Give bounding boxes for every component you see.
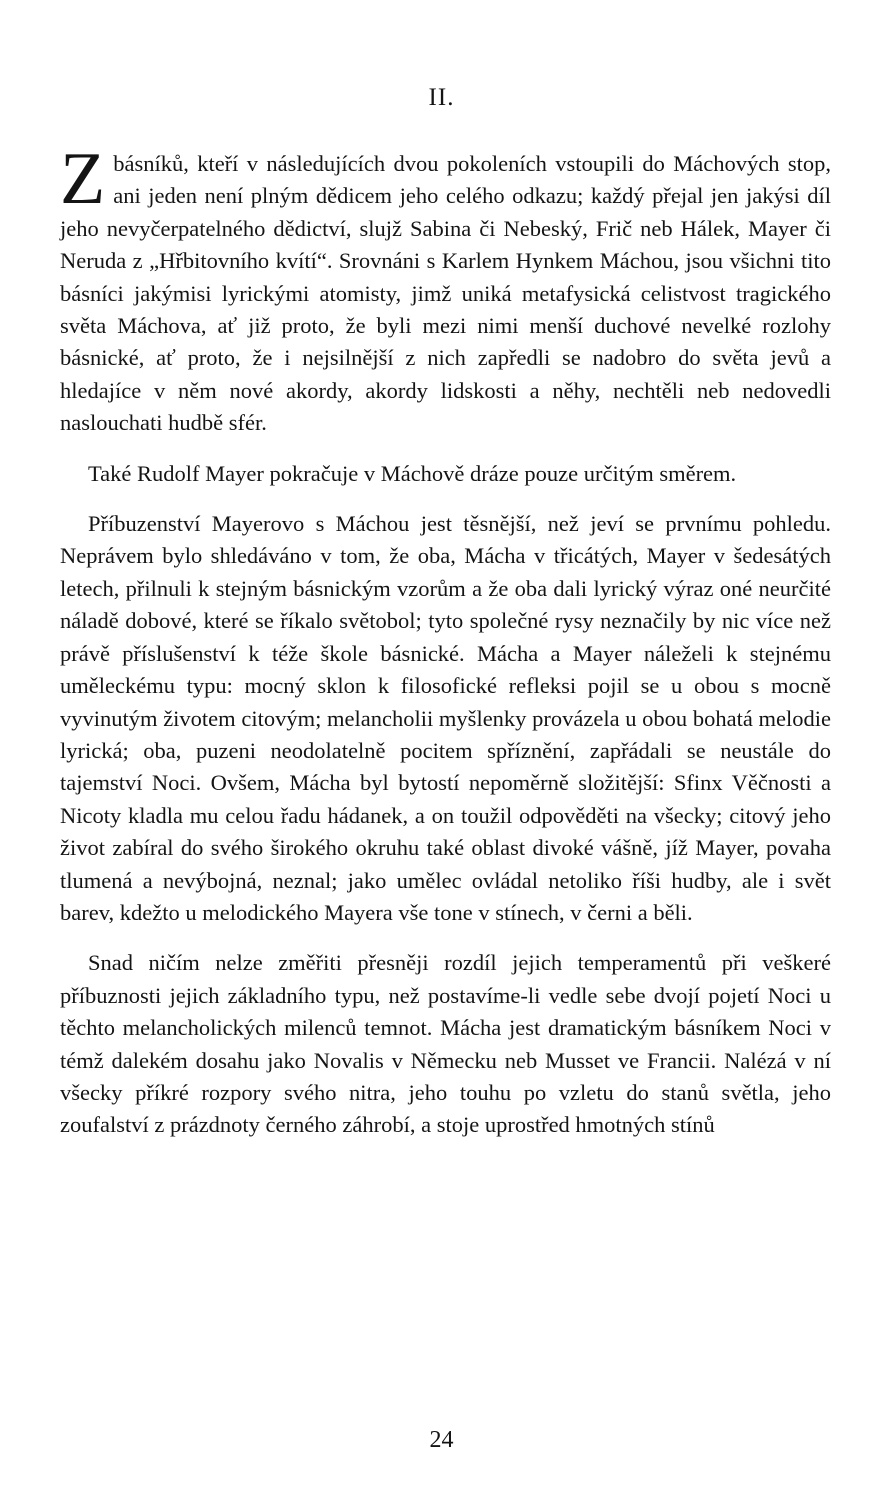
paragraph-3: Příbuzenství Mayerovo s Máchou jest těsnější, než jeví se prvnímu pohledu. Neprávem bylo shledáváno v tom, že oba, Mácha v třicátých, Mayer v šedesátých letech, přilnuli k stejným básnickým vzorům a že oba dali lyrický výraz oné neurčité náladě dobové, které se říkalo světobol; tyto společné rysy neznačily by nic více než právě příslušenství k téže škole básnické. Mácha a Mayer náleželi k stejnému uměleckému typu: mocný sklon k filosofické refleksi pojil se u obou s mocně vyvinutým životem citovým; melancholii myšlenky provázela u obou bohatá melodie lyrická; oba, puzeni neodolatelně pocitem spříznění, zapřádali se neustále do tajemství Noci. Ovšem, Mácha byl bytostí nepoměrně složitější: Sfinx Věčnosti a Nicoty kladla mu celou řadu hádanek, a on toužil odpověděti na všecky; citový jeho život zabíral do svého širokého okruhu také oblast divoké vášně, jíž Mayer, povaha tlumená a nevýbojná, neznal; jako umělec ovládal netoliko říši hudby, ale i svět barev, kdežto u melodického Mayera vše tone v stínech, v černi a běli. xyxy=(60,511,831,925)
paragraph-1 xyxy=(60,138,831,440)
paragraph-2: Také Rudolf Mayer pokračuje v Máchově dráze pouze určitým směrem. xyxy=(88,460,737,486)
chapter-heading: II. xyxy=(428,84,455,111)
paragraph-4: Snad ničím nelze změřiti přesněji rozdíl jejich temperamentů při veškeré příbuznosti jejich základního typu, než postavíme-li vedle sebe dvojí pojetí Noci u těchto melancholických milenců temnot. Mácha jest dramatickým básníkem Noci v témž dalekém dosahu jako Novalis v Německu neb Musset ve Francii. Nalézá v ní všecky příkré rozpory svého nitra, jeho touhu po vzletu do stanů světla, jeho zoufalství z prázdnoty černého záhrobí, a stoje uprostřed hmotných stínů xyxy=(60,950,831,1138)
body-text xyxy=(60,138,831,1160)
page-number: 24 xyxy=(429,1427,454,1453)
paragraph-1-text: básníků, kteří v následujících dvou pokoleních vstoupili do Máchových stop, ani jeden není plným dědicem jeho celého odkazu; každý přejal jen jakýsi díl jeho nevyčerpatelného dědictví, slujž Sabina či Nebeský, Frič neb Hálek, Mayer či Neruda z „Hřbitovního kvítí“. Srovnáni s Karlem Hynkem Máchou, jsou všichni tito básníci jakýmisi lyrickými atomisty, jimž uniká metafysická celistvost tragického světa Máchova, ať již proto, že byli mezi nimi menší duchové nevelké rozlohy básnické, ať proto, že i nejsilnější z nich zapředli se nadobro do světa jevů a hledajíce v něm nové akordy, akordy lidskosti a něhy, nechtěli neb nedovedli naslouchati hudbě sfér. xyxy=(60,151,831,436)
drop-cap: Z xyxy=(60,138,106,220)
